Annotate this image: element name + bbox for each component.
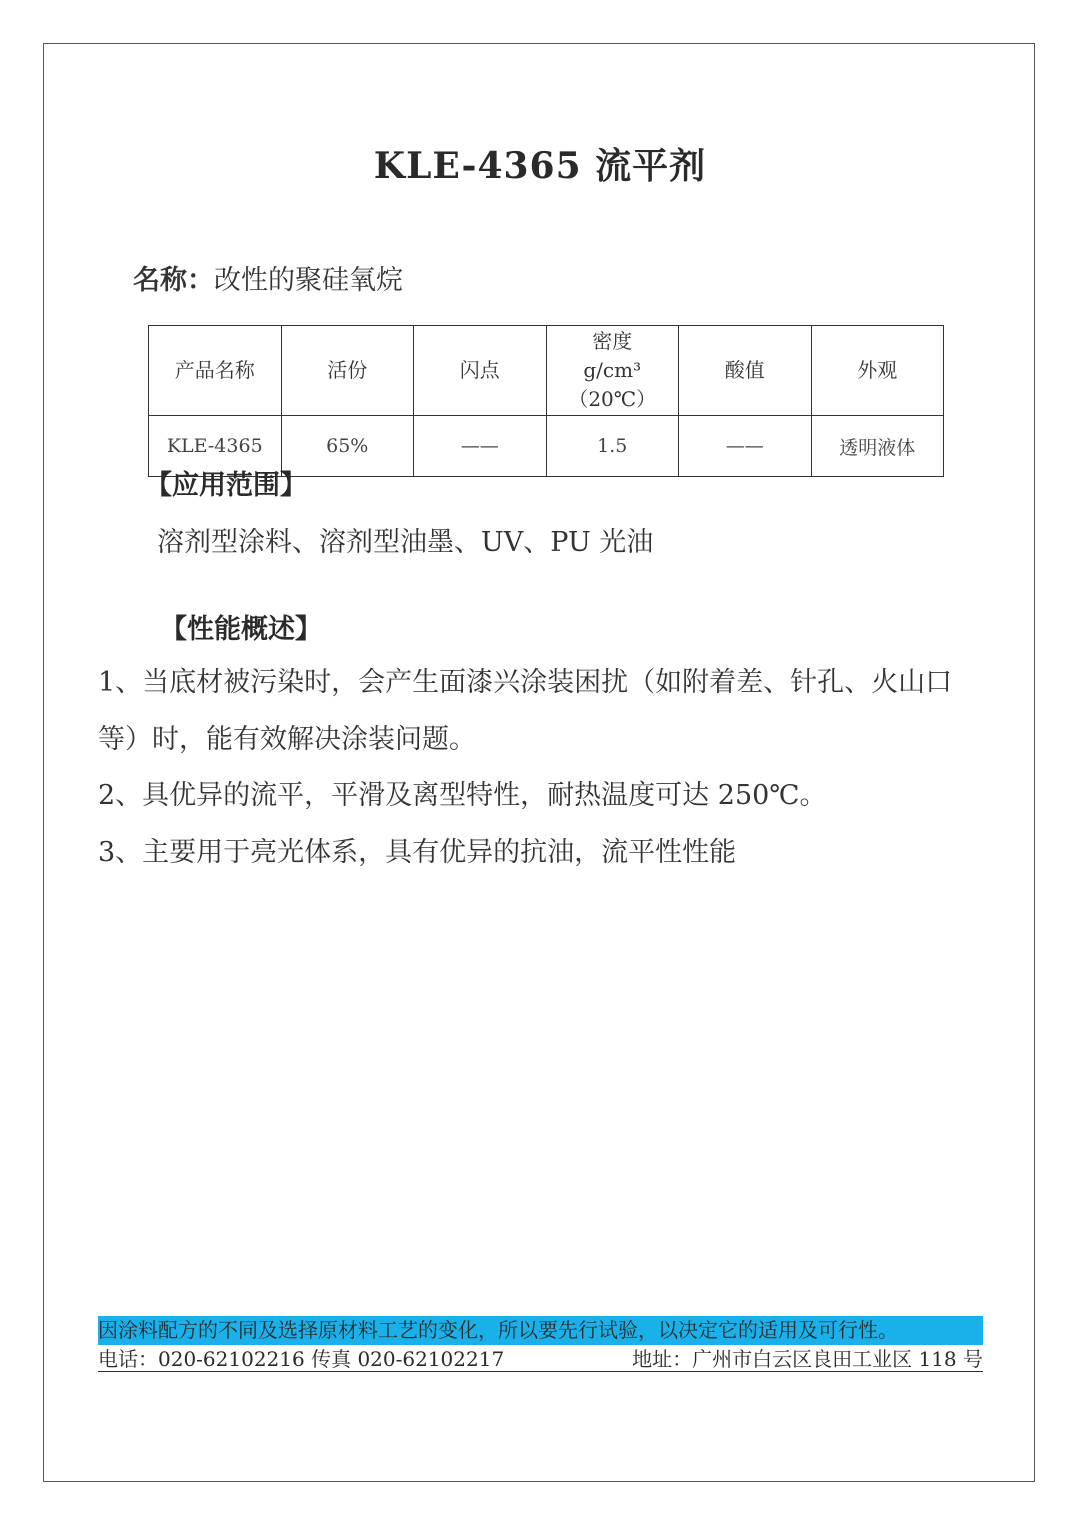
performance-heading: 【性能概述】 — [160, 614, 322, 645]
cell-density: 1.5 — [546, 416, 679, 477]
footer-phone: 电话：020-62102216 传真 020-62102217 — [98, 1347, 505, 1371]
performance-item: 1、当底材被污染时，会产生面漆兴涂装困扰（如附着差、针孔、火山口等）时，能有效解决涂装问题。 — [98, 667, 953, 755]
cell-appearance: 透明液体 — [811, 416, 944, 477]
header-density-label: 密度 — [592, 329, 633, 353]
product-name-line — [133, 258, 403, 297]
header-flash-point: 闪点 — [414, 326, 547, 416]
name-value: 改性的聚硅氧烷 — [214, 265, 403, 296]
cell-active-content: 65% — [281, 416, 414, 477]
cell-acid-value: —— — [679, 416, 812, 477]
header-density — [546, 326, 679, 416]
application-text: 溶剂型涂料、溶剂型油墨、UV、PU 光油 — [157, 527, 654, 558]
footer-contact — [98, 1346, 983, 1372]
spec-table — [148, 325, 944, 477]
performance-item: 2、具优异的流平，平滑及离型特性，耐热温度可达 250℃。 — [98, 780, 827, 811]
header-product-name: 产品名称 — [149, 326, 282, 416]
footer-notice: 因涂料配方的不同及选择原材料工艺的变化，所以要先行试验，以决定它的适用及可行性。 — [98, 1316, 983, 1345]
table-header-row — [149, 326, 944, 416]
header-appearance: 外观 — [811, 326, 944, 416]
performance-item: 3、主要用于亮光体系，具有优异的抗油，流平性性能 — [98, 837, 737, 868]
cell-flash-point: —— — [414, 416, 547, 477]
header-active-content: 活份 — [281, 326, 414, 416]
name-label: 名称： — [133, 265, 214, 296]
header-acid-value: 酸值 — [679, 326, 812, 416]
application-heading: 【应用范围】 — [145, 470, 307, 501]
header-density-unit: g/cm³（20℃） — [568, 358, 657, 411]
document-title: KLE-4365 流平剂 — [373, 145, 707, 187]
footer-address: 地址：广州市白云区良田工业区 118 号 — [632, 1347, 983, 1371]
cell-product-name: KLE-4365 — [149, 416, 282, 477]
